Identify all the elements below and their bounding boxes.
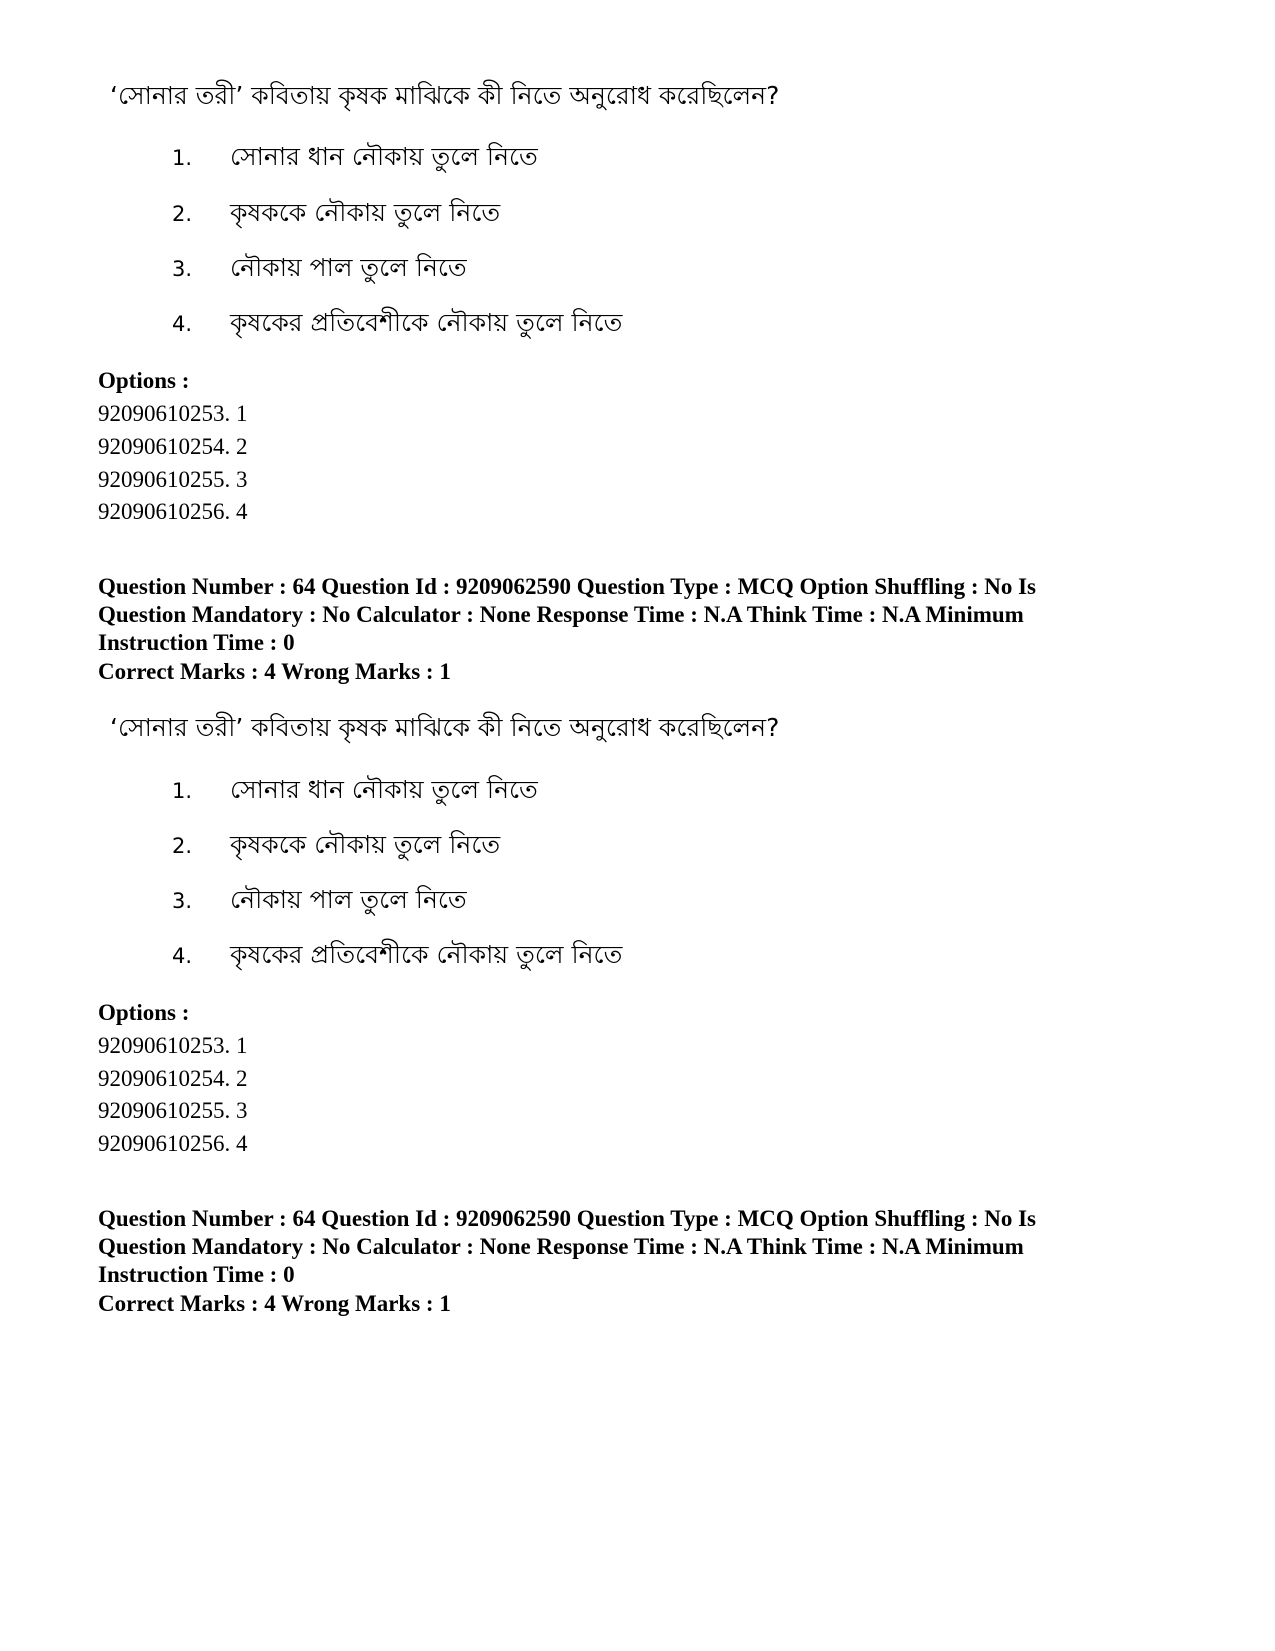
choice-4 xyxy=(172,935,622,978)
choice-2 xyxy=(172,825,500,868)
marks-line: Correct Marks : 4 Wrong Marks : 1 xyxy=(98,659,451,684)
option-item: 92090610255. 3 xyxy=(98,1098,248,1123)
choice-number: 1. xyxy=(172,779,193,803)
question-stem: ‘সোনার তরী’ কবিতায় কৃষক মাঝিকে কী নিতে অনুরোধ করেছিলেন? xyxy=(110,713,780,742)
choice-number: 4. xyxy=(172,944,193,968)
choice-3 xyxy=(172,880,467,923)
choice-number: 3. xyxy=(172,257,193,281)
choice-1 xyxy=(172,770,538,813)
choice-text: নৌকায় পাল তুলে নিতে xyxy=(230,885,467,914)
choice-text: কৃষককে নৌকায় তুলে নিতে xyxy=(230,830,501,859)
choice-3 xyxy=(172,248,467,291)
choice-number: 1. xyxy=(172,146,193,170)
choice-text: নৌকায় পাল তুলে নিতে xyxy=(230,253,467,282)
option-item: 92090610255. 3 xyxy=(98,467,248,492)
question-stem: ‘সোনার তরী’ কবিতায় কৃষক মাঝিকে কী নিতে অনুরোধ করেছিলেন? xyxy=(110,81,780,110)
choice-text: কৃষকের প্রতিবেশীকে নৌকায় তুলে নিতে xyxy=(230,940,623,969)
question-metadata: Question Number : 64 Question Id : 9209062590 Question Type : MCQ Option Shuffling : No Is Question Mandatory : No Calculator : None Response Time : N.A Think Time : N.A Minimum Instruction Time : 0 xyxy=(98,574,1037,655)
choice-number: 2. xyxy=(172,834,193,858)
option-item: 92090610253. 1 xyxy=(98,1033,248,1058)
option-item: 92090610254. 2 xyxy=(98,1066,248,1091)
option-item: 92090610253. 1 xyxy=(98,401,248,426)
options-heading: Options : xyxy=(98,368,190,393)
choice-text: সোনার ধান নৌকায় তুলে নিতে xyxy=(230,775,538,804)
option-item: 92090610256. 4 xyxy=(98,499,248,524)
question-metadata: Question Number : 64 Question Id : 9209062590 Question Type : MCQ Option Shuffling : No Is Question Mandatory : No Calculator : None Response Time : N.A Think Time : N.A Minimum Instruction Time : 0 xyxy=(98,1206,1037,1287)
option-item: 92090610254. 2 xyxy=(98,434,248,459)
choice-text: সোনার ধান নৌকায় তুলে নিতে xyxy=(230,142,538,171)
choice-number: 3. xyxy=(172,889,193,913)
options-heading: Options : xyxy=(98,1000,190,1025)
choice-1 xyxy=(172,137,538,180)
option-item: 92090610256. 4 xyxy=(98,1131,248,1156)
choice-4 xyxy=(172,303,622,346)
choice-2 xyxy=(172,193,500,236)
choice-number: 4. xyxy=(172,312,193,336)
choice-number: 2. xyxy=(172,202,193,226)
choice-text: কৃষকের প্রতিবেশীকে নৌকায় তুলে নিতে xyxy=(230,308,623,337)
marks-line: Correct Marks : 4 Wrong Marks : 1 xyxy=(98,1291,451,1316)
choice-text: কৃষককে নৌকায় তুলে নিতে xyxy=(230,198,501,227)
